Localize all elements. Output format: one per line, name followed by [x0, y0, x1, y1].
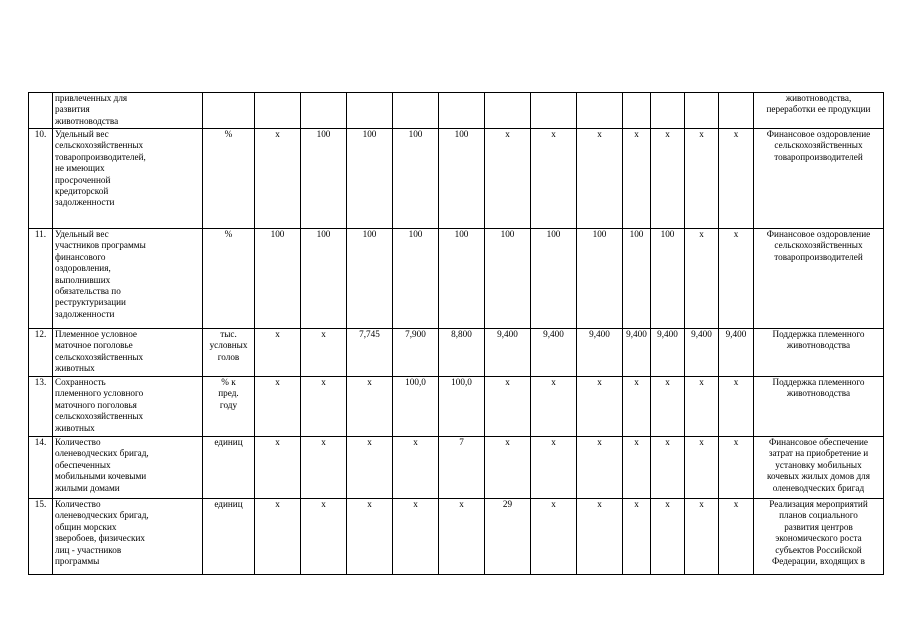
- value-cell: 100: [651, 229, 685, 329]
- value-cell: 100: [531, 229, 577, 329]
- value-cell: 8,800: [439, 329, 485, 377]
- value-cell: x: [393, 437, 439, 499]
- indicator-name-line: маточное поголовье: [55, 340, 133, 351]
- indicator-name-cell: [53, 93, 203, 129]
- value-cell: x: [719, 437, 754, 499]
- value-cell: x: [531, 129, 577, 229]
- program-line: Финансовое оздоровление: [766, 229, 871, 239]
- value-cell: 100: [393, 229, 439, 329]
- indicator-name-line: товаропроизводителей,: [55, 151, 146, 162]
- indicator-name-line: сельскохозяйственных: [55, 411, 144, 422]
- value-cell: x: [301, 437, 347, 499]
- value-cell: 9,400: [719, 329, 754, 377]
- table-row: [29, 377, 884, 437]
- value-cell: x: [255, 129, 301, 229]
- value-cell: x: [439, 499, 485, 575]
- program-line: планов социального: [779, 510, 858, 521]
- value-cell: [301, 93, 347, 129]
- indicator-name-line: жилыми домами: [55, 482, 120, 493]
- table-row: [29, 329, 884, 377]
- program-line: Поддержка племенного: [772, 377, 865, 387]
- value-cell: x: [623, 129, 651, 229]
- unit-line: % к: [221, 377, 236, 387]
- value-cell: x: [531, 377, 577, 437]
- program-line: товаропроизводителей: [774, 251, 863, 262]
- indicator-name-line: мобильными кочевыми: [55, 471, 147, 482]
- value-cell: [347, 93, 393, 129]
- row-number-cell: 14.: [29, 437, 53, 499]
- indicator-name-line: общин морских: [55, 521, 117, 532]
- value-cell: x: [651, 437, 685, 499]
- indicator-name-line: развития: [55, 104, 90, 115]
- row-number-cell: 10.: [29, 129, 53, 229]
- unit-cell: [203, 129, 255, 229]
- value-cell: 9,400: [623, 329, 651, 377]
- program-cell: [754, 329, 884, 377]
- value-cell: [393, 93, 439, 129]
- unit-cell: [203, 499, 255, 575]
- unit-cell: [203, 377, 255, 437]
- value-cell: x: [577, 377, 623, 437]
- value-cell: x: [719, 229, 754, 329]
- value-cell: 9,400: [577, 329, 623, 377]
- program-line: сельскохозяйственных: [774, 240, 863, 251]
- value-cell: x: [685, 377, 719, 437]
- program-line: Финансовое обеспечение: [768, 437, 869, 447]
- value-cell: x: [623, 499, 651, 575]
- row-number-cell: 15.: [29, 499, 53, 575]
- indicator-name-line: кредиторской: [55, 186, 109, 197]
- indicator-name-line: просроченной: [55, 174, 111, 185]
- value-cell: x: [347, 437, 393, 499]
- value-cell: x: [685, 129, 719, 229]
- indicator-name-line: животных: [55, 422, 95, 433]
- indicator-name-cell: [53, 329, 203, 377]
- value-cell: x: [347, 377, 393, 437]
- value-cell: [531, 93, 577, 129]
- value-cell: 100: [301, 129, 347, 229]
- indicator-name-line: финансового: [55, 251, 106, 262]
- value-cell: 100: [439, 229, 485, 329]
- value-cell: x: [301, 499, 347, 575]
- value-cell: x: [255, 437, 301, 499]
- value-cell: x: [255, 377, 301, 437]
- indicator-name-line: Количество: [55, 499, 101, 509]
- unit-cell: [203, 329, 255, 377]
- value-cell: [577, 93, 623, 129]
- value-cell: 100: [255, 229, 301, 329]
- value-cell: [623, 93, 651, 129]
- value-cell: 100: [439, 129, 485, 229]
- unit-line: %: [224, 129, 233, 139]
- indicator-name-line: Сохранность: [55, 377, 106, 387]
- program-line: развития центров: [784, 521, 853, 532]
- indicator-name-line: программы: [55, 556, 100, 567]
- value-cell: x: [719, 129, 754, 229]
- table-row: [29, 129, 884, 229]
- indicator-name-line: Количество: [55, 437, 101, 447]
- value-cell: x: [301, 329, 347, 377]
- unit-line: единиц: [214, 437, 243, 447]
- table-row: [29, 499, 884, 575]
- program-cell: [754, 229, 884, 329]
- unit-line: тыс.: [220, 329, 237, 339]
- value-cell: x: [651, 377, 685, 437]
- value-cell: 7: [439, 437, 485, 499]
- indicator-name-cell: [53, 437, 203, 499]
- value-cell: x: [531, 499, 577, 575]
- value-cell: 100,0: [393, 377, 439, 437]
- program-line: переработки ее продукции: [766, 104, 871, 115]
- value-cell: 100: [577, 229, 623, 329]
- value-cell: x: [719, 377, 754, 437]
- value-cell: 100: [301, 229, 347, 329]
- indicator-name-line: реструктуризации: [55, 297, 126, 308]
- value-cell: 100: [347, 129, 393, 229]
- value-cell: x: [623, 437, 651, 499]
- value-cell: x: [255, 329, 301, 377]
- indicator-name-line: обеспеченных: [55, 459, 111, 470]
- unit-cell: [203, 437, 255, 499]
- indicator-name-cell: [53, 229, 203, 329]
- indicator-name-line: сельскохозяйственных: [55, 140, 144, 151]
- indicator-name-line: обязательства по: [55, 286, 121, 297]
- indicator-name-line: Племенное условное: [55, 329, 137, 339]
- table-row: [29, 229, 884, 329]
- value-cell: 9,400: [651, 329, 685, 377]
- program-line: установку мобильных: [775, 459, 862, 470]
- indicator-name-cell: [53, 129, 203, 229]
- indicator-name-line: задолженности: [55, 197, 115, 208]
- indicator-name-cell: [53, 377, 203, 437]
- program-line: Реализация мероприятий: [769, 499, 868, 509]
- value-cell: [685, 93, 719, 129]
- value-cell: [439, 93, 485, 129]
- value-cell: x: [651, 499, 685, 575]
- indicator-name-line: выполнивших: [55, 274, 111, 285]
- value-cell: x: [301, 377, 347, 437]
- value-cell: [255, 93, 301, 129]
- indicators-table: [28, 92, 884, 575]
- value-cell: x: [577, 129, 623, 229]
- indicator-name-line: животных: [55, 363, 95, 374]
- program-line: оленеводческих бригад: [772, 482, 865, 493]
- program-cell: [754, 499, 884, 575]
- unit-line: единиц: [214, 499, 243, 509]
- indicator-name-line: оленеводческих бригад,: [55, 510, 149, 521]
- value-cell: x: [685, 437, 719, 499]
- value-cell: 100: [347, 229, 393, 329]
- value-cell: x: [623, 377, 651, 437]
- program-line: сельскохозяйственных: [774, 140, 863, 151]
- program-line: животноводства: [786, 388, 851, 399]
- indicator-name-line: участников программы: [55, 240, 146, 251]
- value-cell: 9,400: [485, 329, 531, 377]
- value-cell: x: [485, 129, 531, 229]
- value-cell: 9,400: [531, 329, 577, 377]
- indicator-name-line: оздоровления,: [55, 263, 111, 274]
- program-line: Федерации, входящих в: [771, 556, 865, 567]
- value-cell: x: [719, 499, 754, 575]
- value-cell: x: [531, 437, 577, 499]
- program-line: Поддержка племенного: [772, 329, 865, 339]
- value-cell: 9,400: [685, 329, 719, 377]
- value-cell: 29: [485, 499, 531, 575]
- indicator-name-line: лиц - участников: [55, 544, 122, 555]
- value-cell: 100: [485, 229, 531, 329]
- program-cell: [754, 129, 884, 229]
- indicator-name-line: привлеченных для: [55, 93, 128, 103]
- row-number-cell: 12.: [29, 329, 53, 377]
- program-line: Финансовое оздоровление: [766, 129, 871, 139]
- value-cell: x: [347, 499, 393, 575]
- row-number-cell: 13.: [29, 377, 53, 437]
- table-row: [29, 93, 884, 129]
- program-line: животноводства: [786, 340, 851, 351]
- value-cell: x: [485, 377, 531, 437]
- unit-line: голов: [217, 351, 240, 362]
- value-cell: 100,0: [439, 377, 485, 437]
- unit-line: %: [224, 229, 233, 239]
- value-cell: x: [577, 437, 623, 499]
- table-body: [29, 93, 884, 575]
- value-cell: x: [485, 437, 531, 499]
- unit-line: условных: [209, 340, 248, 351]
- value-cell: 7,745: [347, 329, 393, 377]
- unit-cell: [203, 229, 255, 329]
- value-cell: x: [255, 499, 301, 575]
- value-cell: x: [651, 129, 685, 229]
- program-cell: [754, 93, 884, 129]
- program-line: экономического роста: [775, 533, 862, 544]
- value-cell: 100: [393, 129, 439, 229]
- program-line: кочевых жилых домов для: [767, 471, 870, 482]
- indicator-name-line: Удельный вес: [55, 129, 109, 139]
- value-cell: [485, 93, 531, 129]
- indicator-name-line: племенного условного: [55, 388, 144, 399]
- value-cell: 7,900: [393, 329, 439, 377]
- unit-cell: [203, 93, 255, 129]
- value-cell: x: [577, 499, 623, 575]
- unit-line: пред.: [218, 388, 239, 399]
- indicator-name-line: задолженности: [55, 308, 115, 319]
- row-number-cell: [29, 93, 53, 129]
- program-line: субъектов Российской: [775, 544, 862, 555]
- value-cell: x: [685, 499, 719, 575]
- program-cell: [754, 377, 884, 437]
- indicator-name-line: маточного поголовья: [55, 399, 137, 410]
- value-cell: 100: [623, 229, 651, 329]
- indicator-name-line: зверобоев, физических: [55, 533, 145, 544]
- value-cell: x: [685, 229, 719, 329]
- indicator-name-line: оленеводческих бригад,: [55, 448, 149, 459]
- program-line: животноводства,: [785, 93, 852, 103]
- program-cell: [754, 437, 884, 499]
- table-row: [29, 437, 884, 499]
- row-number-cell: 11.: [29, 229, 53, 329]
- value-cell: x: [393, 499, 439, 575]
- indicator-name-line: сельскохозяйственных: [55, 351, 144, 362]
- value-cell: [719, 93, 754, 129]
- indicator-name-line: не имеющих: [55, 163, 105, 174]
- indicator-name-line: Удельный вес: [55, 229, 109, 239]
- value-cell: [651, 93, 685, 129]
- program-line: затрат на приобретение и: [768, 448, 869, 459]
- program-line: товаропроизводителей: [774, 151, 863, 162]
- indicator-name-line: животноводства: [55, 115, 119, 126]
- unit-line: году: [219, 399, 238, 410]
- indicator-name-cell: [53, 499, 203, 575]
